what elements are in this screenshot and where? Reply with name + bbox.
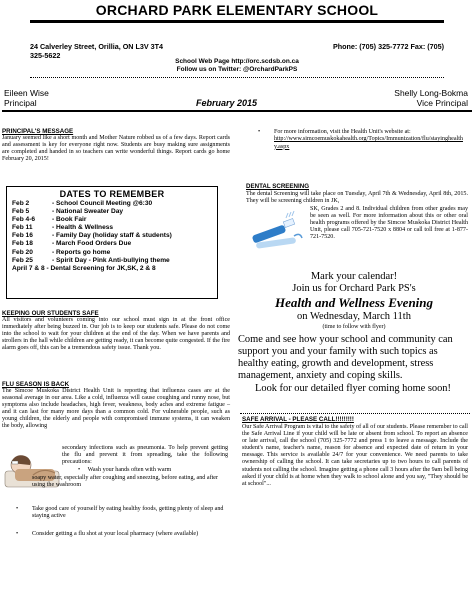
event-join-us: Join us for Orchard Park PS's xyxy=(292,283,416,294)
school-name: ORCHARD PARK ELEMENTARY SCHOOL xyxy=(0,2,474,18)
date-row: Feb 20 - Reports go home xyxy=(12,248,111,256)
bullet-icon: • xyxy=(16,531,19,537)
vice-principal-name: Shelly Long-Bokma xyxy=(394,88,468,98)
date-row: Feb 11 - Health & Wellness xyxy=(12,224,114,232)
keeping-safe-body: All visitors and volunteers coming into our school must sign in at the front office immediately after being buzzed in. Our job is to keep our students safe. Please do not come into the school to wait for your children at the end of the day. When we have parents and strollers in the hall while children are getting ready, it can become quite congested. If the fire alarm goes off, this can be a tremendous safety issue. Thank you. xyxy=(2,317,230,352)
phone-fax: Phone: (705) 325-7772 Fax: (705) xyxy=(332,42,444,51)
principal-title: Principal xyxy=(4,98,37,108)
safe-arrival-divider xyxy=(240,413,470,414)
principal-name: Eileen Wise xyxy=(4,88,49,98)
flu-body-indented: secondary infections such as pneumonia. To help prevent getting the flu and prevent it from spreading, take the following precautions: xyxy=(62,445,228,466)
header-divider xyxy=(30,77,444,78)
flu-precaution-2: • Take good care of yourself by eating healthy foods, getting plenty of sleep and staying active xyxy=(16,506,224,520)
flu-season xyxy=(2,381,230,431)
dental-body-b: SK, Grades 2 and 8. Individual children from other grades may be seen as well. For more information about this or other oral health programs offered by the Simcoe Muskoka District Health Unit, please call 705-721-7520 x 8804 or call toll free at 1-877-721-7520. xyxy=(310,206,468,241)
flu-precaution-3: • Consider getting a flu shot at your local pharmacy (where available) xyxy=(16,531,199,537)
address-line-1: 24 Calverley Street, Orillia, ON L3V 3T4 xyxy=(30,42,164,51)
event-mark-calendar: Mark your calendar! xyxy=(310,271,398,282)
date-row: April 7 & 8 - Dental Screening for JK,SK, 2 & 8 xyxy=(12,264,156,272)
dental-body-a: The dental Screening will take place on Tuesday, April 7th & Wednesday, April 8th, 2015. They will be screening children in JK, xyxy=(246,191,468,205)
event-date: on Wednesday, March 11th xyxy=(297,311,411,322)
dates-title: DATES TO REMEMBER xyxy=(59,189,165,199)
toothbrush-illustration xyxy=(248,206,306,252)
bullet-icon: • xyxy=(258,129,261,135)
issue-date: February 2015 xyxy=(196,98,258,108)
staff-rule xyxy=(2,110,472,112)
date-row: Feb 5 - National Sweater Day xyxy=(12,208,124,216)
date-row: Feb 16 - Family Day (holiday staff & students) xyxy=(12,232,172,240)
principal-block xyxy=(4,88,49,108)
keeping-students-safe xyxy=(2,310,230,352)
date-row: Feb 25 - Spirit Day - Pink Anti-bullying theme xyxy=(12,256,170,264)
date-row: Feb 4-6 - Book Fair xyxy=(12,216,87,224)
principals-message xyxy=(2,128,230,163)
event-time-note: (time to follow with flyer) xyxy=(322,324,386,330)
flu-precaution-1-cont: soapy water, especially after coughing and sneezing, before eating, and after using the washroom xyxy=(32,475,219,489)
event-closing: Look for our detailed flyer coming home soon! xyxy=(255,383,451,394)
principals-message-body: January seemed like a short month and Mother Nature robbed us of a few days. Report cards and assessment is key for everyone right now. Students are busy making sure assignments are completed and handed in so teachers can write wonderful things. Report cards go home February 20, 2015! xyxy=(2,135,230,163)
vice-principal-block xyxy=(394,88,468,108)
bullet-icon: • xyxy=(78,467,81,473)
health-unit-text: For more information, visit the Health Unit's website at: xyxy=(274,129,411,135)
header-rule xyxy=(30,20,444,23)
date-row: Feb 18 - March Food Orders Due xyxy=(12,240,132,248)
health-unit-info xyxy=(258,129,466,151)
event-title: Health and Wellness Evening xyxy=(274,295,434,310)
dates-to-remember-box xyxy=(6,186,218,299)
address-line-2: 325-5622 xyxy=(30,51,61,60)
twitter-handle: Follow us on Twitter: @OrchardParkPS xyxy=(176,66,298,73)
vice-principal-title: Vice Principal xyxy=(416,98,468,108)
safe-arrival-title: SAFE ARRIVAL - PLEASE CALL!!!!!!!!! xyxy=(242,416,354,423)
flu-title: FLU SEASON IS BACK xyxy=(2,381,70,388)
principals-message-title: PRINCIPAL'S MESSAGE xyxy=(2,128,74,135)
school-web-page: School Web Page http://orc.scdsb.on.ca xyxy=(175,58,299,65)
flu-precaution-1: • Wash your hands often with warm xyxy=(78,467,172,473)
dental-title: DENTAL SCREENING xyxy=(246,183,310,190)
flu-body: The Simcoe Muskoka District Health Unit is reporting that influenza cases are at the seasonal average in our area. Like a cold, influenza will cause coughing and runny nose, but symptoms also include headaches, high fever, weakness, body aches and extreme fatigue – and it can last for many more days than a common cold. For vulnerable people, such as young children, the elderly and people with compromised immune systems, it can weaken the body, allowing xyxy=(2,388,230,430)
safe-arrival-body: Our Safe Arrival Program is vital to the safety of all of our students. Please remember to call the Safe Arrival Line if your child will be late or absent from school. To report an absence or late arrival, call the school (705) 325-7772 and press 1 to leave a message. Include the student's name, teacher's name, reason for absence and expected date of return in your message. This service is available 24/7 for your convenience. We need parents to take ownership of calling the school. It can take secretaries up to two hours to call parents of students not calling the school. Imagine getting a phone call 3 hours after the 9am bell being asked if your child is at home when they walk to school alone and you say, "They should be at school"... xyxy=(242,424,468,487)
health-unit-link[interactable]: http://www.simcoemuskokahealth.org/Topics/Immunization/flu/stayinghealthy.aspx xyxy=(274,136,463,150)
bullet-icon: • xyxy=(16,506,19,512)
dates-list xyxy=(12,200,217,273)
date-row: Feb 2 - School Council Meeting @6:30 xyxy=(12,200,153,207)
keeping-safe-title: KEEPING OUR STUDENTS SAFE xyxy=(2,310,99,317)
event-body: Come and see how your school and community can support you and your family with such topics as healthy eating, growth and development, stress management, anxiety and coping skills. xyxy=(238,334,453,381)
